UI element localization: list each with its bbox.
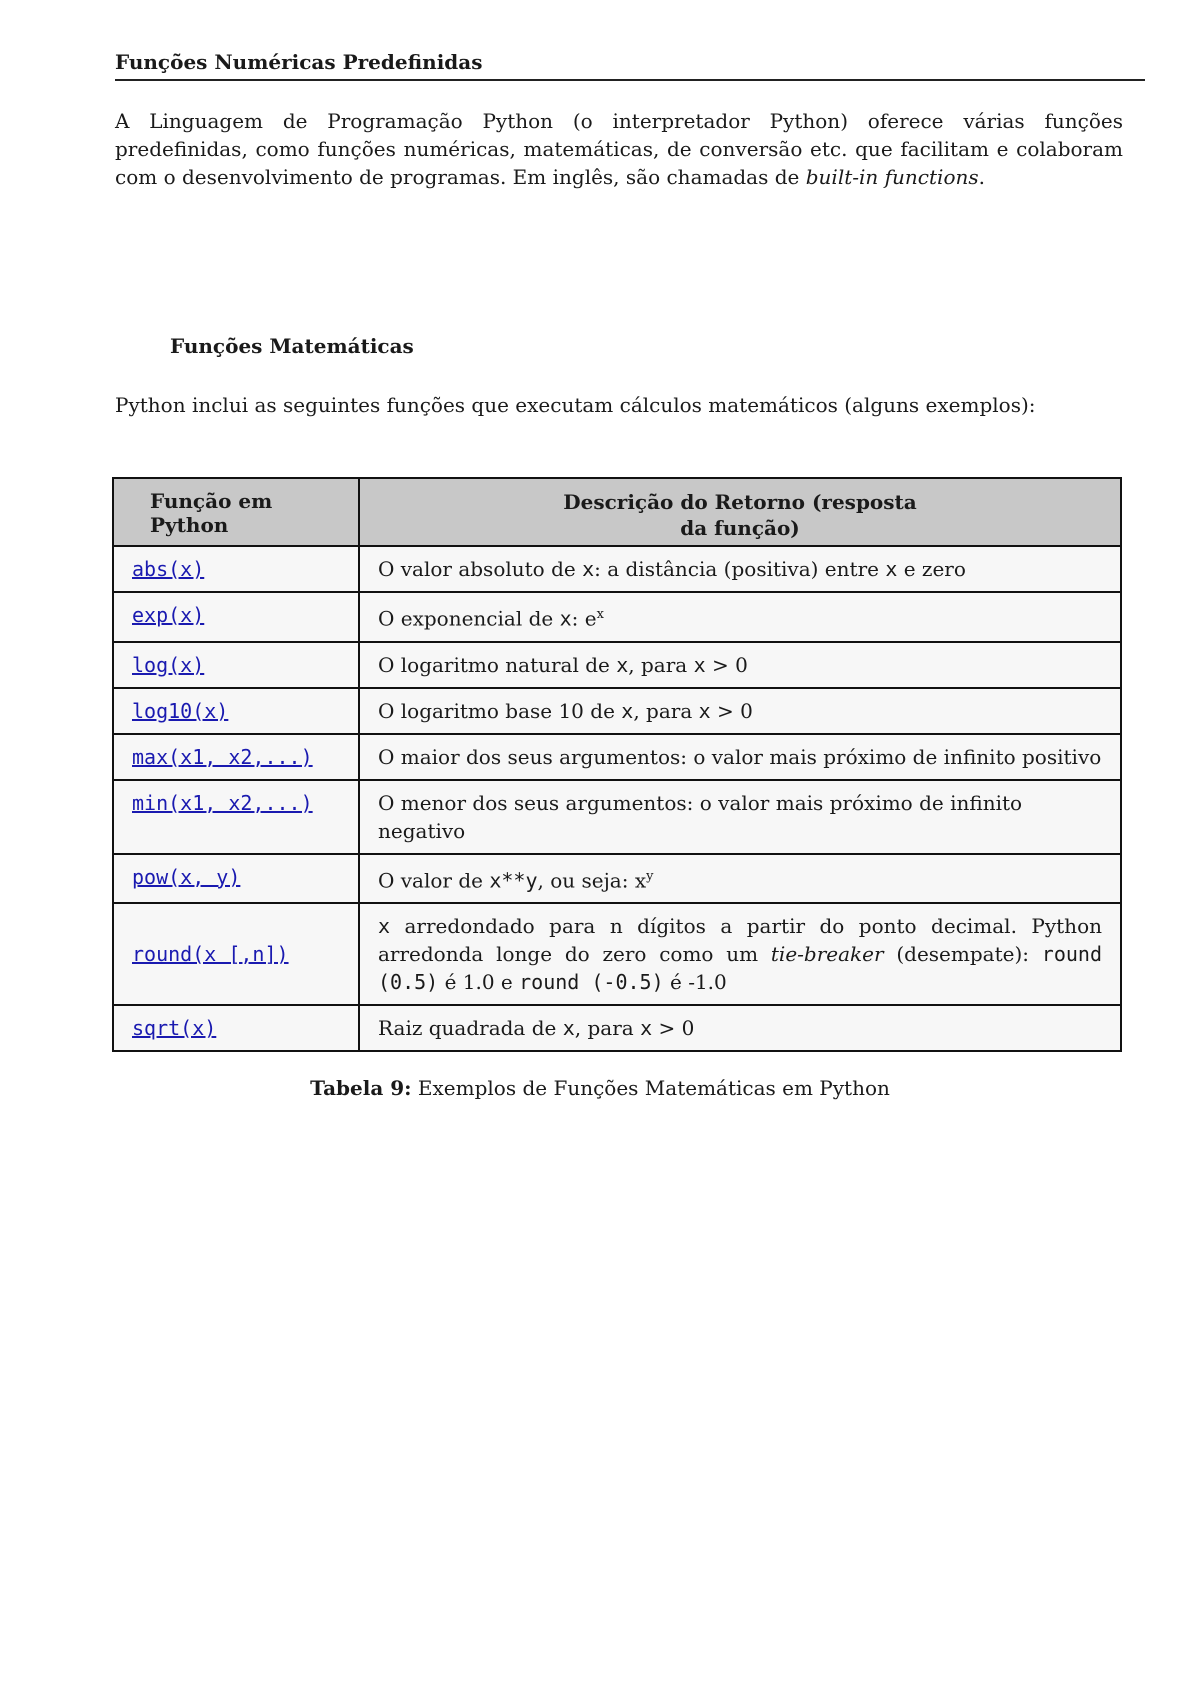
desc-code: x: [621, 698, 634, 723]
description-cell: [359, 780, 1121, 854]
desc-code: x: [559, 606, 572, 631]
description-cell: [359, 642, 1121, 688]
description-cell: [359, 734, 1121, 780]
desc-text: > 0: [710, 698, 753, 723]
function-link-log10[interactable]: log10(x): [113, 688, 359, 734]
table-caption: [0, 1076, 1200, 1100]
table-row: [113, 854, 1121, 904]
desc-text: é 1.0 e: [438, 970, 520, 995]
section-title: Funções Matemáticas: [170, 334, 414, 358]
desc-text: Raiz quadrada de: [378, 1016, 563, 1041]
desc-text: O valor de: [378, 868, 490, 893]
desc-text: O menor dos seus argumentos: o valor mais próximo de infinito negativo: [378, 790, 1023, 843]
desc-superscript: y: [646, 868, 654, 884]
functions-table: [112, 477, 1122, 1052]
desc-text: , para: [574, 1016, 641, 1041]
function-link-min[interactable]: min(x1, x2,...): [113, 780, 359, 854]
intro-text: A Linguagem de Programação Python (o interpretador Python) oferece várias funções predefinidas, como funções numéricas, matemáticas, de conversão etc. que facilitam e colaboram com o desenvolvimento de programas. Em inglês, são chamadas de: [115, 109, 1123, 189]
desc-text: O valor absoluto de: [378, 557, 583, 581]
table-row: [113, 780, 1121, 854]
intro-end: .: [978, 165, 985, 189]
desc-text: > 0: [652, 1016, 695, 1041]
desc-code: x: [693, 652, 706, 677]
table-row: [113, 546, 1121, 592]
intro-emphasis: built-in functions: [805, 165, 979, 189]
desc-text: : e: [571, 606, 597, 631]
desc-text: : a distância (positiva) entre: [594, 557, 886, 581]
caption-text: Exemplos de Funções Matemáticas em Python: [411, 1076, 890, 1100]
desc-code: round (-0.5): [519, 970, 664, 995]
section-lead: Python inclui as seguintes funções que executam cálculos matemáticos (alguns exemplos):: [115, 393, 1036, 417]
table-row: [113, 1005, 1121, 1051]
col-header-description-text: Descrição do Retorno (resposta da função): [563, 490, 917, 540]
desc-code: x: [582, 557, 595, 581]
caption-label: Tabela 9:: [310, 1076, 412, 1100]
table-row: [113, 592, 1121, 642]
desc-text: O maior dos seus argumentos: o valor mais próximo de infinito positivo: [378, 744, 1102, 769]
desc-text: > 0: [705, 652, 748, 677]
table-row: [113, 734, 1121, 780]
description-cell: [359, 903, 1121, 1005]
desc-superscript: x: [596, 607, 604, 622]
desc-code: x: [562, 1016, 575, 1041]
function-link-round[interactable]: round(x [,n]): [113, 903, 359, 1005]
desc-text: O logaritmo natural de: [378, 652, 617, 677]
description-cell: [359, 546, 1121, 592]
desc-text: arredondado para n dígitos a partir do ponto decimal. Python arredonda longe do zero como um: [378, 914, 1102, 967]
desc-text: , para: [633, 698, 699, 723]
desc-emphasis: tie-breaker: [770, 942, 884, 967]
table-row: [113, 903, 1121, 1005]
function-link-log[interactable]: log(x): [113, 642, 359, 688]
desc-code: x**y: [489, 868, 538, 893]
function-link-exp[interactable]: exp(x): [113, 592, 359, 642]
description-cell: [359, 592, 1121, 642]
desc-text: e zero: [897, 557, 966, 581]
desc-code: x: [378, 914, 391, 939]
description-cell: [359, 688, 1121, 734]
table-row: [113, 688, 1121, 734]
col-header-description: [359, 478, 1121, 546]
function-link-max[interactable]: max(x1, x2,...): [113, 734, 359, 780]
desc-code: x: [698, 698, 711, 723]
desc-code: round (0.5): [378, 942, 1102, 995]
desc-code: x: [885, 557, 898, 581]
header-rule: [115, 79, 1145, 81]
desc-text: O logaritmo base 10 de: [378, 698, 622, 723]
desc-text: O exponencial de: [378, 606, 560, 631]
desc-code: x: [616, 652, 629, 677]
function-link-sqrt[interactable]: sqrt(x): [113, 1005, 359, 1051]
col-header-function: Função em Python: [113, 478, 359, 546]
table-header-row: [113, 478, 1121, 546]
desc-text: é -1.0: [663, 970, 727, 995]
table-row: [113, 642, 1121, 688]
desc-text: , ou seja: x: [537, 868, 647, 893]
description-cell: [359, 1005, 1121, 1051]
function-link-abs[interactable]: abs(x): [113, 546, 359, 592]
desc-code: x: [640, 1016, 653, 1041]
desc-text: , para: [628, 652, 694, 677]
intro-paragraph: [115, 107, 1123, 191]
page-header-title: Funções Numéricas Predefinidas: [115, 50, 483, 74]
desc-text: (desempate):: [883, 942, 1042, 967]
description-cell: [359, 854, 1121, 904]
function-link-pow[interactable]: pow(x, y): [113, 854, 359, 904]
